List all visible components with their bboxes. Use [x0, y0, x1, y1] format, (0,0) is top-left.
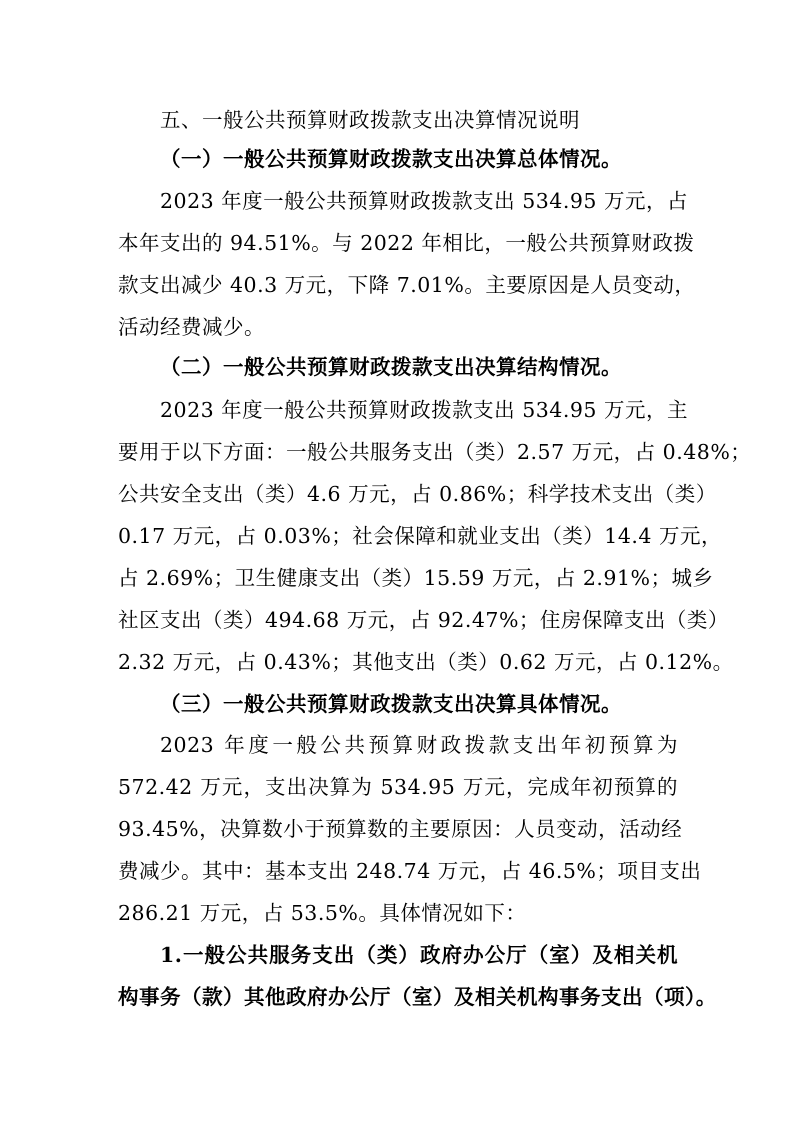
- paragraph-line: 社区支出（类）494.68 万元，占 92.47%；住房保障支出（类）: [118, 608, 729, 632]
- paragraph-line: 93.45%，决算数小于预算数的主要原因：人员变动，活动经: [118, 817, 683, 841]
- subheading-overall: （一）一般公共预算财政拨款支出决算总体情况。: [160, 147, 622, 171]
- item-heading: 构事务（款）其他政府办公厅（室）及相关机构事务支出（项）。: [118, 985, 717, 1009]
- paragraph-line: 要用于以下方面：一般公共服务支出（类）2.57 万元，占 0.48%；: [118, 440, 752, 464]
- subheading-details: （三）一般公共预算财政拨款支出决算具体情况。: [160, 692, 622, 716]
- paragraph-line: 费减少。其中：基本支出 248.74 万元，占 46.5%；项目支出: [118, 859, 702, 883]
- paragraph-line: 2.32 万元，占 0.43%；其他支出（类）0.62 万元，占 0.12%。: [118, 650, 734, 674]
- paragraph-line: 2023 年度一般公共预算财政拨款支出年初预算为: [160, 733, 678, 757]
- section-heading: 五、一般公共预算财政拨款支出决算情况说明: [160, 108, 580, 132]
- subheading-structure: （二）一般公共预算财政拨款支出决算结构情况。: [160, 355, 622, 379]
- paragraph-line: 占 2.69%；卫生健康支出（类）15.59 万元，占 2.91%；城乡: [118, 566, 714, 590]
- paragraph-line: 0.17 万元，占 0.03%；社会保障和就业支出（类）14.4 万元，: [118, 524, 722, 548]
- paragraph-line: 572.42 万元，支出决算为 534.95 万元，完成年初预算的: [118, 775, 678, 799]
- paragraph-line: 2023 年度一般公共预算财政拨款支出 534.95 万元，主: [160, 398, 688, 422]
- paragraph-line: 286.21 万元，占 53.5%。具体情况如下：: [118, 901, 527, 925]
- paragraph-line: 2023 年度一般公共预算财政拨款支出 534.95 万元，占: [160, 189, 688, 213]
- paragraph-line: 本年支出的 94.51%。与 2022 年相比，一般公共预算财政拨: [118, 231, 695, 255]
- paragraph-line: 公共安全支出（类）4.6 万元，占 0.86%；科学技术支出（类）: [118, 482, 717, 506]
- paragraph-line: 款支出减少 40.3 万元，下降 7.01%。主要原因是人员变动，: [118, 273, 696, 297]
- paragraph-line: 活动经费减少。: [118, 315, 265, 339]
- item-heading: 1.一般公共服务支出（类）政府办公厅（室）及相关机: [160, 943, 678, 967]
